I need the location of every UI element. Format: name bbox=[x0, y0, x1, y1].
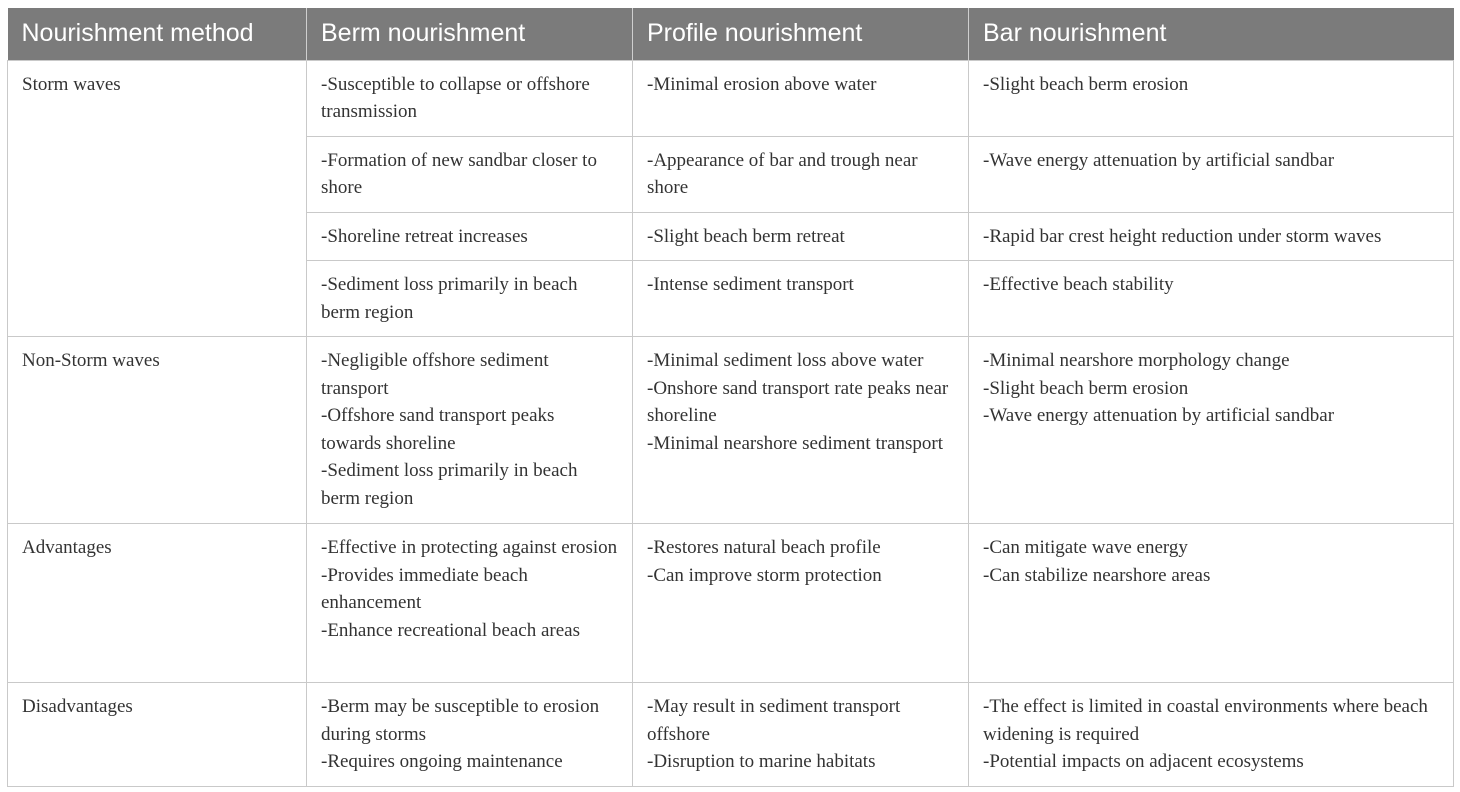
table-row bbox=[8, 524, 1454, 683]
table-cell: -Minimal erosion above water bbox=[633, 60, 969, 136]
cell-line: -Effective in protecting against erosion bbox=[321, 537, 618, 558]
cell-line: -Provides immediate beach enhancement bbox=[321, 564, 528, 613]
table-cell: -Shoreline retreat increases bbox=[307, 212, 633, 261]
row-label-storm-waves: Storm waves bbox=[8, 60, 307, 337]
cell-line: -The effect is limited in coastal environments where beach widening is required bbox=[983, 696, 1428, 745]
table-cell: -Slight beach berm erosion bbox=[969, 60, 1454, 136]
header-row bbox=[8, 8, 1454, 60]
table-cell: -Rapid bar crest height reduction under storm waves bbox=[969, 212, 1454, 261]
table-cell: -Slight beach berm retreat bbox=[633, 212, 969, 261]
cell-line: -Negligible offshore sediment transport bbox=[321, 350, 549, 399]
header-bar-nourishment: Bar nourishment bbox=[969, 8, 1454, 60]
cell-line: -Wave energy attenuation by artificial sandbar bbox=[983, 405, 1335, 426]
row-label-non-storm-waves: Non-Storm waves bbox=[8, 337, 307, 524]
cell-line: -Requires ongoing maintenance bbox=[321, 751, 563, 772]
table-cell: -Formation of new sandbar closer to shore bbox=[307, 136, 633, 212]
table-cell bbox=[307, 524, 633, 683]
header-berm-nourishment: Berm nourishment bbox=[307, 8, 633, 60]
table-row bbox=[8, 60, 1454, 136]
cell-line: -Sediment loss primarily in beach berm region bbox=[321, 460, 578, 509]
table-body bbox=[8, 60, 1454, 786]
table-cell: -Intense sediment transport bbox=[633, 261, 969, 337]
table-cell bbox=[633, 337, 969, 524]
table-cell: -Wave energy attenuation by artificial sandbar bbox=[969, 136, 1454, 212]
cell-line: -Can mitigate wave energy bbox=[983, 537, 1188, 558]
table-cell bbox=[969, 683, 1454, 787]
cell-line: -Potential impacts on adjacent ecosystems bbox=[983, 751, 1304, 772]
row-label-disadvantages: Disadvantages bbox=[8, 683, 307, 787]
table-cell: -Sediment loss primarily in beach berm region bbox=[307, 261, 633, 337]
table-header bbox=[8, 8, 1454, 60]
table-cell bbox=[307, 683, 633, 787]
table-cell: -Appearance of bar and trough near shore bbox=[633, 136, 969, 212]
cell-line: -Minimal sediment loss above water bbox=[647, 350, 924, 371]
cell-line: -Can stabilize nearshore areas bbox=[983, 564, 1211, 586]
cell-line: -Onshore sand transport rate peaks near shoreline bbox=[647, 377, 949, 426]
table-cell bbox=[307, 337, 633, 524]
table-cell bbox=[633, 683, 969, 787]
table-cell: -Effective beach stability bbox=[969, 261, 1454, 337]
table-cell: -Susceptible to collapse or offshore transmission bbox=[307, 60, 633, 136]
cell-line: -Enhance recreational beach areas bbox=[321, 619, 580, 641]
row-label-advantages: Advantages bbox=[8, 524, 307, 683]
nourishment-comparison-table bbox=[7, 8, 1454, 787]
cell-line: -Can improve storm protection bbox=[647, 564, 882, 586]
cell-line: -Offshore sand transport peaks towards shoreline bbox=[321, 405, 555, 454]
table-cell bbox=[969, 524, 1454, 683]
cell-line: -May result in sediment transport offshore bbox=[647, 696, 901, 745]
cell-line: -Berm may be susceptible to erosion during storms bbox=[321, 696, 600, 745]
table-cell bbox=[969, 337, 1454, 524]
table-row bbox=[8, 683, 1454, 787]
cell-line: -Slight beach berm erosion bbox=[983, 377, 1189, 399]
header-profile-nourishment: Profile nourishment bbox=[633, 8, 969, 60]
header-nourishment-method: Nourishment method bbox=[8, 8, 307, 60]
cell-line: -Minimal nearshore sediment transport bbox=[647, 432, 944, 454]
cell-line: -Minimal nearshore morphology change bbox=[983, 350, 1290, 371]
cell-line: -Restores natural beach profile bbox=[647, 537, 881, 558]
table-row bbox=[8, 337, 1454, 524]
cell-line: -Disruption to marine habitats bbox=[647, 751, 876, 772]
table-cell bbox=[633, 524, 969, 683]
